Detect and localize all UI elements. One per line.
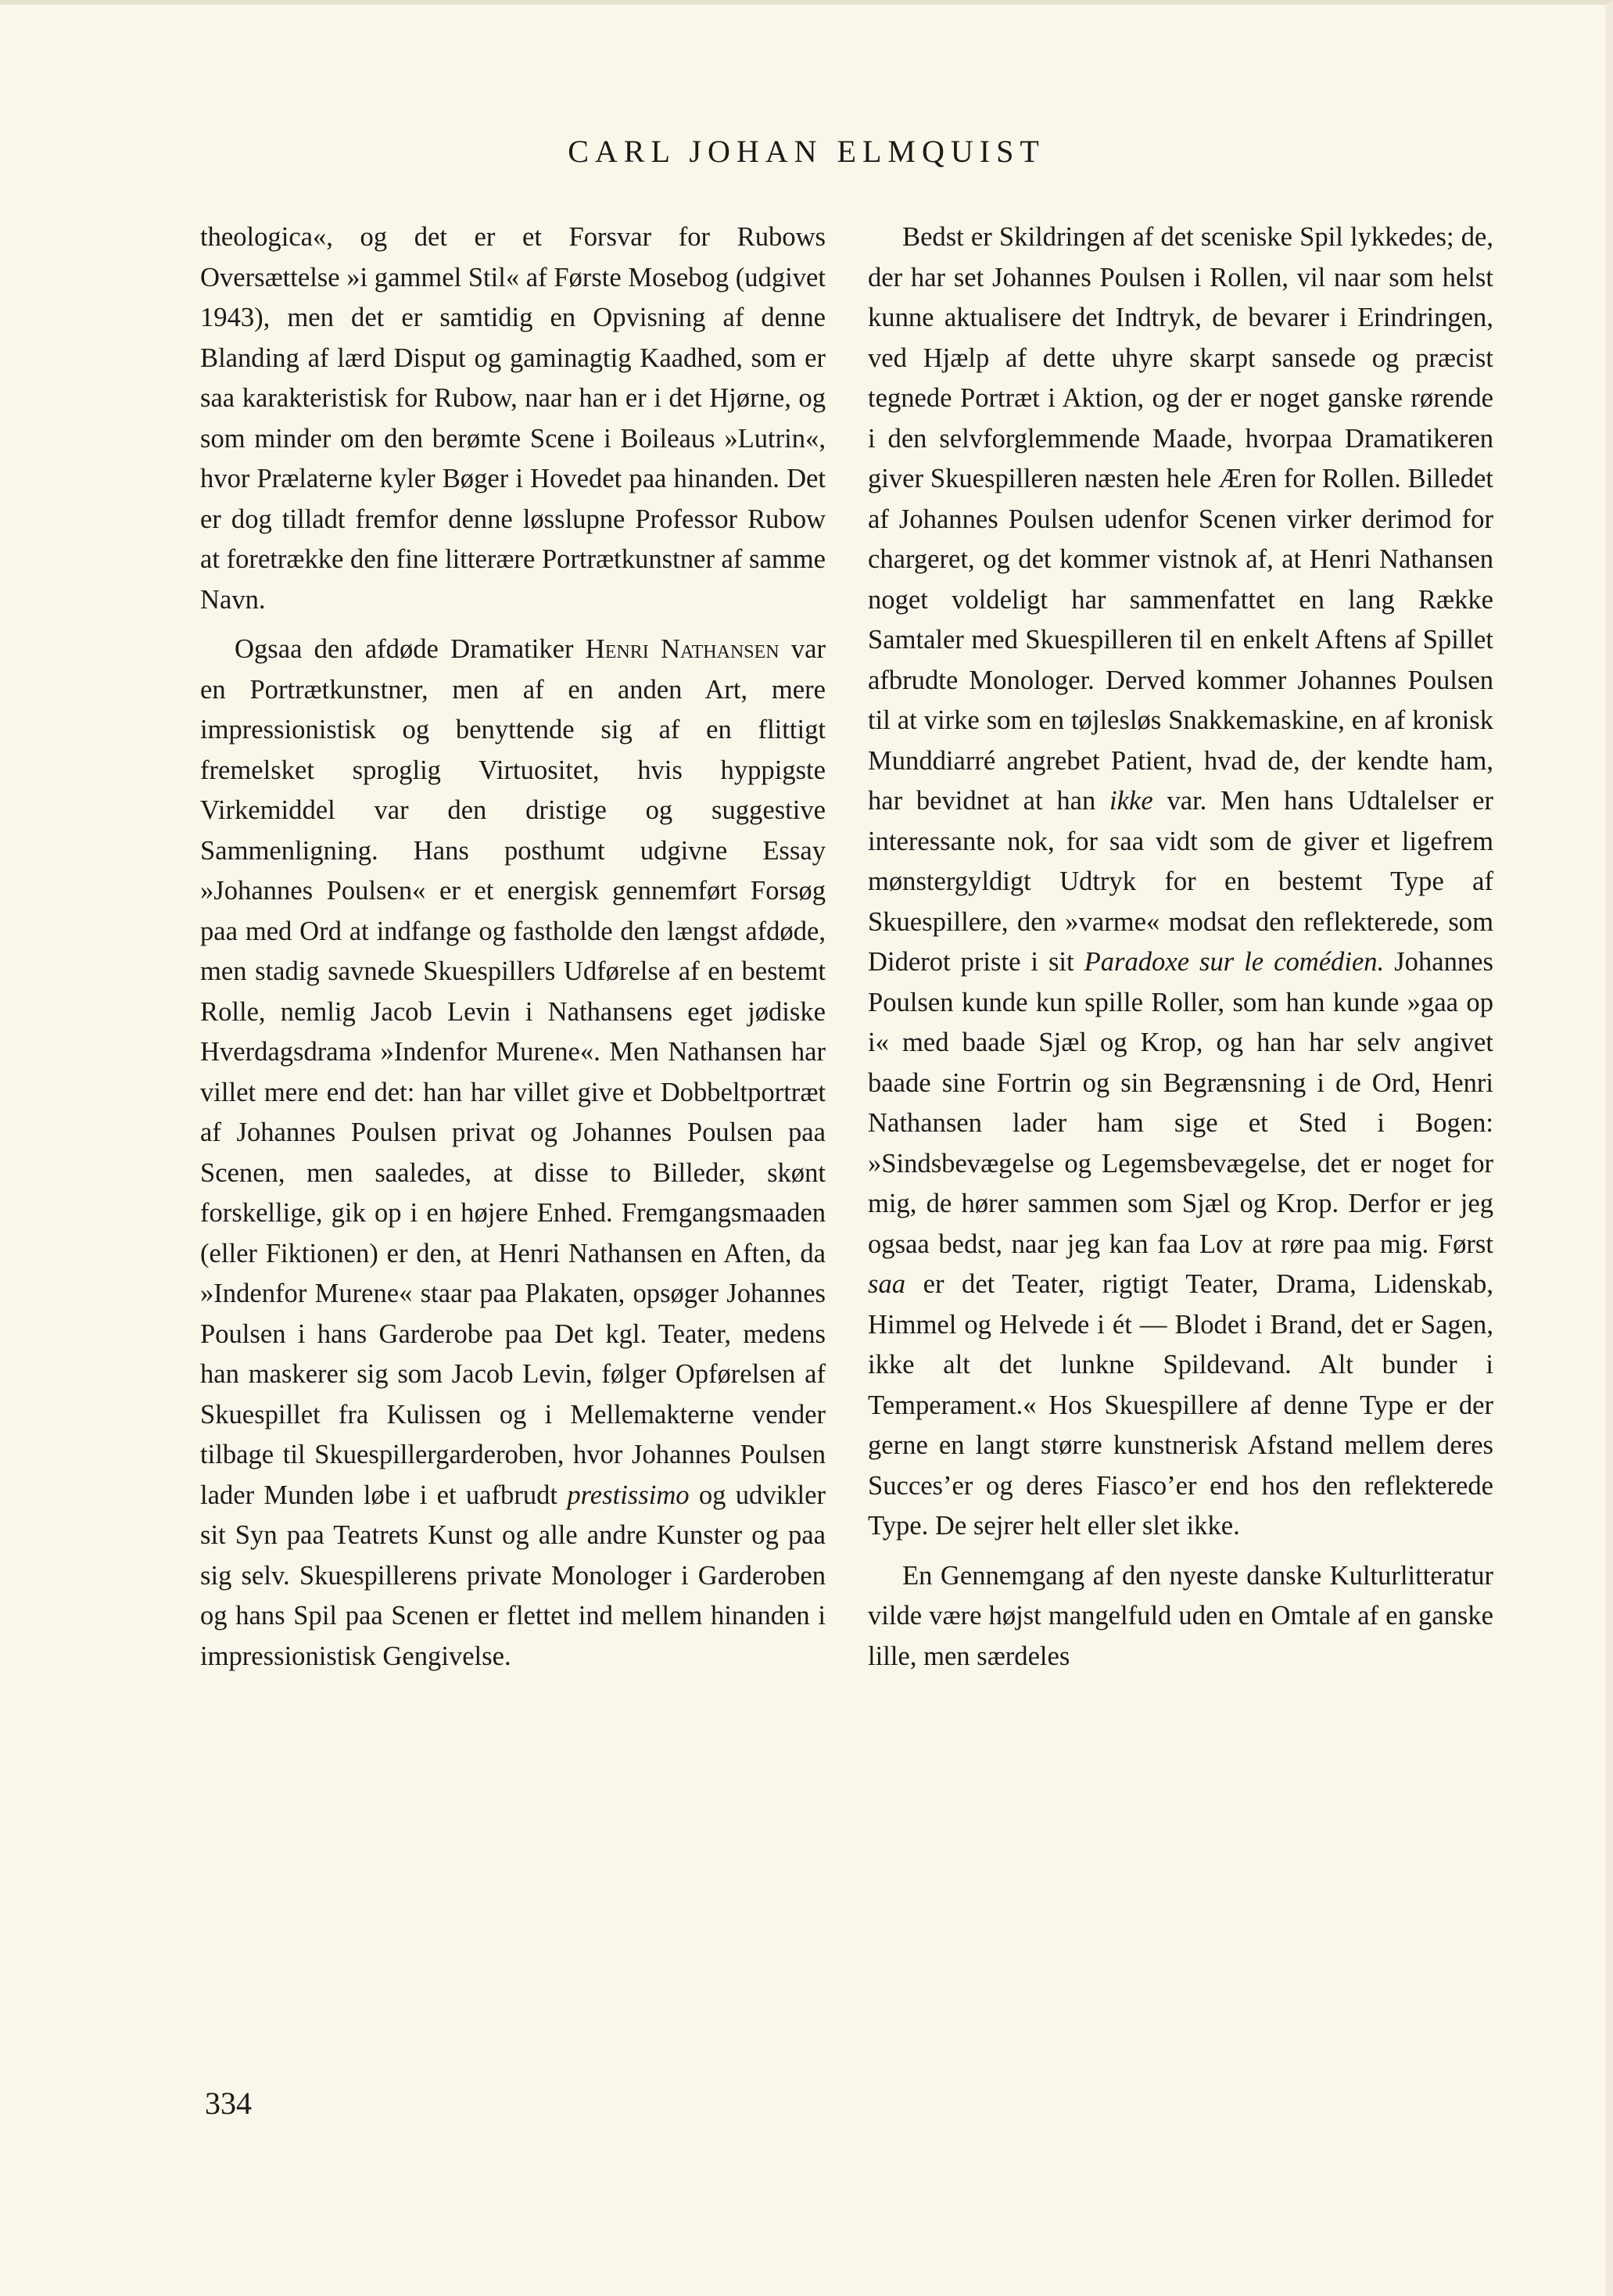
left-column: [200, 217, 826, 1677]
left-paragraph-1: theologica«, og det er et Forsvar for Rubows Oversættelse »i gammel Stil« af Første Mosebog (udgivet 1943), men det er samtidig en Opvisning af denne Blanding af lærd Disput og gaminagtig Kaadhed, som er saa karakteristisk for Rubow, naar han er i det Hjørne, og som minder om den berømte Scene i Boileaus »Lutrin«, hvor Prælaterne kyler Bøger i Hovedet paa hinanden. Det er dog tilladt fremfor denne løsslupne Professor Rubow at foretrække den fine litterære Portrætkunstner af samme Navn.: [200, 222, 826, 615]
right-column: [868, 217, 1493, 1677]
paragraph-text: og udvikler sit Syn paa Teatrets Kunst og alle andre Kunster og paa sig selv. Skuespillerens private Monologer i Garderoben og hans Spil paa Scenen er flettet ind mellem hinanden i impressionistisk Gengivelse.: [200, 1480, 826, 1671]
right-paragraph-1: [868, 217, 1493, 1547]
paragraph-text: Johannes Poulsen kunde kun spille Roller, som han kunde »gaa op i« med baade Sjæl og Krop, og han har selv angivet baade sine Fortrin og sin Begrænsning i de Ord, Henri Nathansen lader ham sige et Sted i Bogen: »Sindsbevægelse og Legemsbevægelse, det er noget for mig, de hører sammen som Sjæl og Krop. Derfor er jeg ogsaa bedst, naar jeg kan faa Lov at røre paa mig. Først: [868, 947, 1493, 1259]
left-paragraph-2: [200, 630, 826, 1677]
paragraph-text: var en Portrætkunstner, men af en anden Art, mere impressionistisk og benyttende sig af en flittigt fremelsket sproglig Virtuositet, hvis hyppigste Virkemiddel var den dristige og suggestive Sammenligning. Hans posthumt udgivne Essay »Johannes Poulsen« er et energisk gennemført Forsøg paa med Ord at indfange og fastholde den længst afdøde, men stadig savnede Skuespillers Udførelse af en bestemt Rolle, nemlig Jacob Levin i Nathansens eget jødiske Hverdagsdrama »Indenfor Murene«. Men Nathansen har villet mere end det: han har villet give et Dobbeltportræt af Johannes Poulsen privat og Johannes Poulsen paa Scenen, men saaledes, at disse to Billeder, skønt forskellige, gik op i en højere Enhed. Fremgangsmaaden (eller Fiktionen) er den, at Henri Nathansen en Aften, da »Indenfor Murene« staar paa Plakaten, opsøger Johannes Poulsen i hans Garderobe paa Det kgl. Teater, medens han maskerer sig som Jacob Levin, følger Opførelsen af Skuespillet fra Kulissen og i Mellemakterne vender tilbage til Skuespillergarderoben, hvor Johannes Poulsen lader Munden løbe i et uafbrudt: [200, 634, 826, 1510]
paragraph-text: var. Men hans Udtalelser er interessante nok, for saa vidt som de giver et ligefrem mønstergyldigt Udtryk for en bestemt Type af Skuespillere, den »varme« modsat den reflekterede, som Diderot priste i sit: [868, 786, 1493, 977]
paragraph-text: Bedst er Skildringen af det sceniske Spil lykkedes; de, der har set Johannes Poulsen i Rollen, vil naar som helst kunne aktualisere det Indtryk, de bevarer i Erindringen, ved Hjælp af dette uhyre skarpt sansede og præcist tegnede Portræt i Aktion, og der er noget ganske rørende i den selvforglemmende Maade, hvorpaa Dramatikeren giver Skuespilleren næsten hele Æren for Rollen. Billedet af Johannes Poulsen udenfor Scenen virker derimod for chargeret, og det kommer vistnok af, at Henri Nathansen noget voldeligt har sammenfattet en lang Række Samtaler med Skuespilleren til en enkelt Aftens af Spillet afbrudte Monologer. Derved kommer Johannes Poulsen til at virke som en tøjlesløs Snakkemaskine, en af kronisk Munddiarré angrebet Patient, hvad de, der kendte ham, har bevidnet at han: [868, 222, 1493, 816]
italic-title-paradoxe: Paradoxe sur le comédien.: [1084, 947, 1385, 977]
page-number: 334: [205, 2086, 252, 2121]
paragraph-text: er det Teater, rigtigt Teater, Drama, Lidenskab, Himmel og Helvede i ét — Blodet i Brand, det er Sagen, ikke alt det lunkne Spildevand. Alt bunder i Temperament.« Hos Skuespillere af denne Type er der gerne en langt større kunstnerisk Afstand mellem deres Succes’er og deres Fiasco’er end hos den reflekterede Type. De sejrer helt eller slet ikke.: [868, 1269, 1493, 1541]
running-head: CARL JOHAN ELMQUIST: [568, 134, 1045, 169]
italic-term-prestissimo: prestissimo: [567, 1480, 690, 1510]
right-paragraph-2: En Gennemgang af den nyeste danske Kulturlitteratur vilde være højst mangelfuld uden en Omtale af en ganske lille, men særdeles: [868, 1560, 1493, 1671]
author-name-henri-nathansen: Henri Nathansen: [585, 634, 780, 664]
paragraph-lead: Ogsaa den afdøde Dramatiker: [235, 634, 586, 664]
italic-word-saa: saa: [868, 1269, 906, 1299]
italic-word-ikke: ikke: [1109, 786, 1153, 816]
